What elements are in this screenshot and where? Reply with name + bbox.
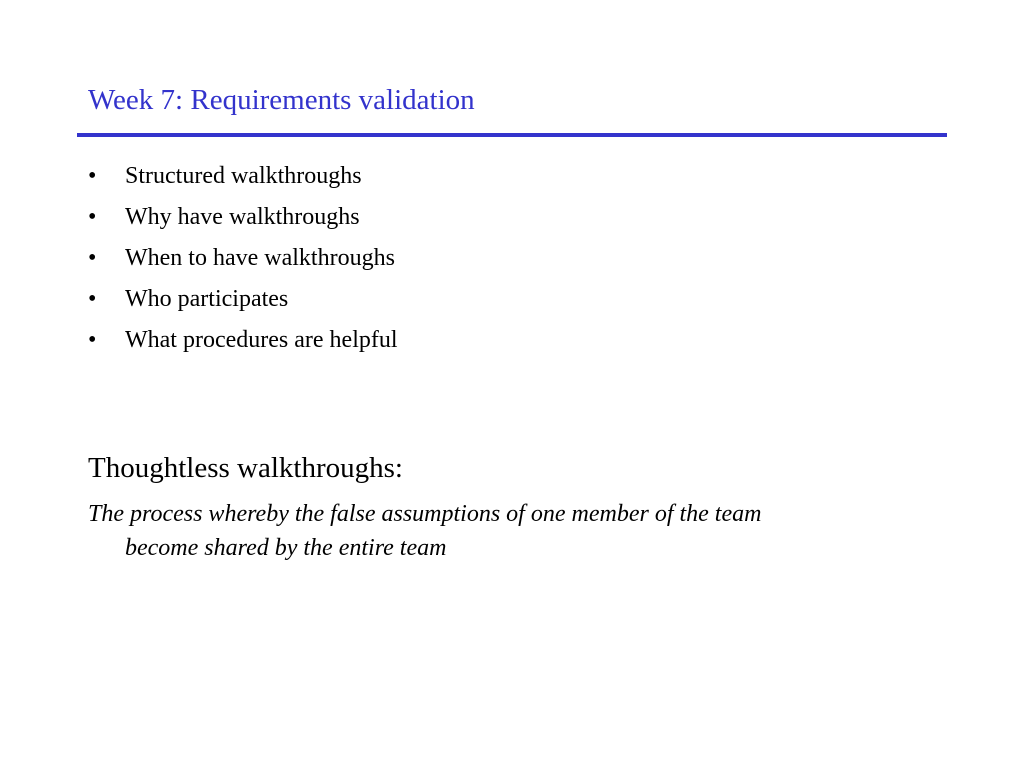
slide-title: Week 7: Requirements validation (88, 84, 475, 116)
definition-line: The process whereby the false assumptions of one member of the team (88, 501, 762, 527)
definition-text (88, 497, 908, 565)
bullet-icon: • (88, 204, 97, 230)
bullet-text: Who participates (125, 286, 289, 312)
bullet-icon: • (88, 286, 97, 312)
bullet-text: Why have walkthroughs (125, 204, 360, 230)
bullet-text: What procedures are helpful (125, 327, 398, 353)
title-underline (77, 133, 947, 137)
definition-line: become shared by the entire team (125, 535, 447, 561)
bullet-icon: • (88, 245, 97, 271)
bullet-text: Structured walkthroughs (125, 163, 362, 189)
subheading: Thoughtless walkthroughs: (88, 452, 403, 484)
bullet-icon: • (88, 327, 97, 353)
bullet-text: When to have walkthroughs (125, 245, 395, 271)
bullet-icon: • (88, 163, 97, 189)
